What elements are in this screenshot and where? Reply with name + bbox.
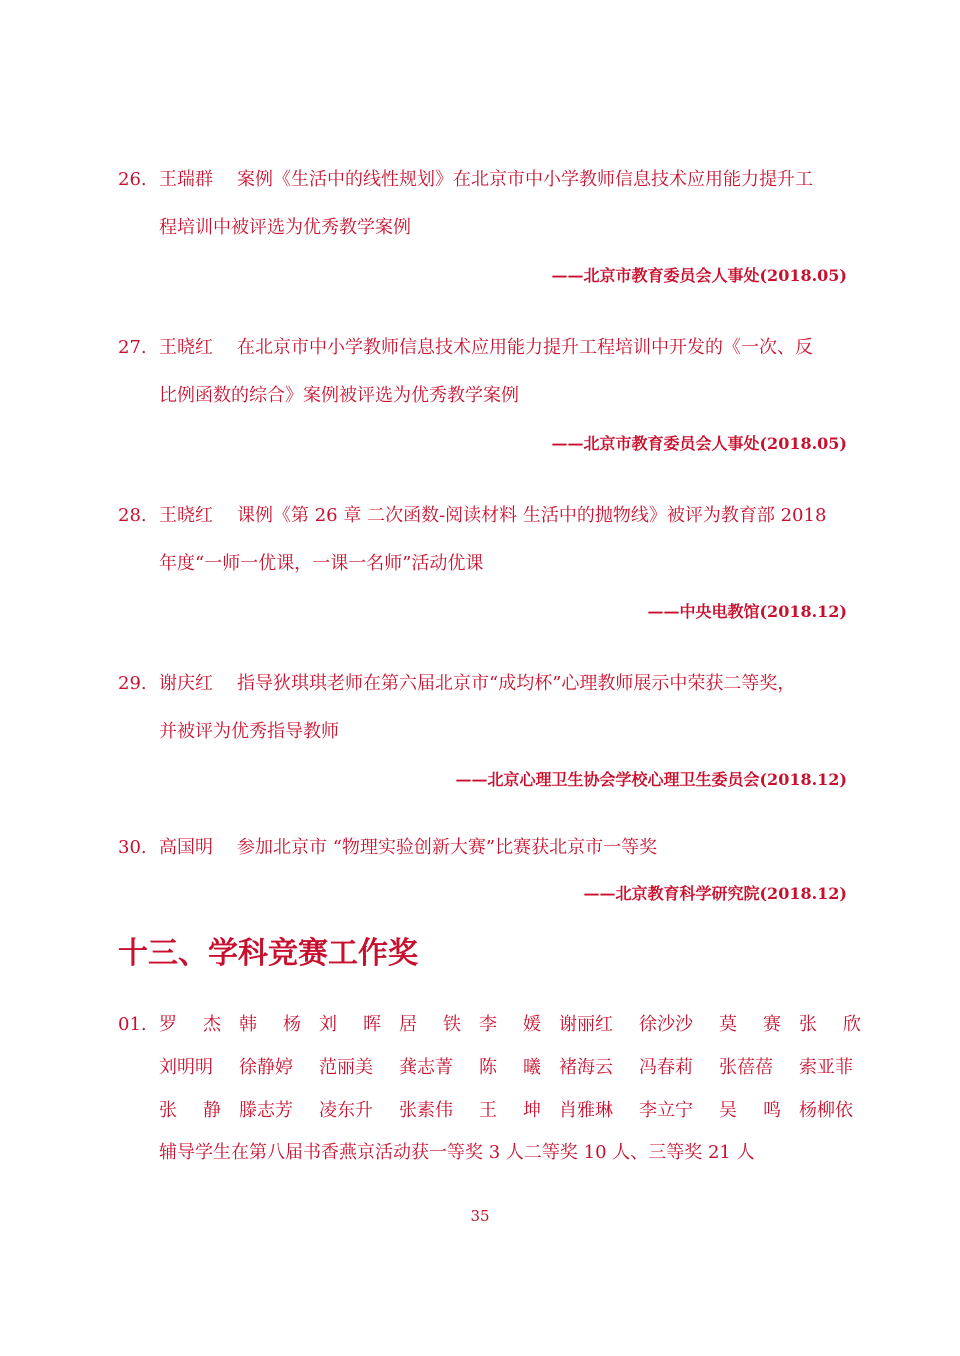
teacher-name: 杨柳依 xyxy=(799,1100,853,1121)
entry-recipient: 王晓红 xyxy=(159,337,213,358)
entry-description-continued: 程培训中被评选为优秀教学案例 xyxy=(159,217,411,238)
teacher-name: 陈 曦 xyxy=(479,1057,541,1078)
page-number: 35 xyxy=(470,1207,490,1225)
entry-number: 28. xyxy=(118,505,147,526)
award-entry-27 xyxy=(118,336,863,453)
teacher-name: 冯春莉 xyxy=(639,1057,693,1078)
entry-description: 参加北京市 “物理实验创新大赛”比赛获北京市一等奖 xyxy=(237,837,658,858)
entry-description: 课例《第 26 章 二次函数-阅读材料 生活中的抛物线》被评为教育部 2018 xyxy=(237,505,827,526)
award-entry-30 xyxy=(118,836,863,903)
teacher-name: 张蓓蓓 xyxy=(719,1057,773,1078)
entry-recipient: 王晓红 xyxy=(159,505,213,526)
entry-source: ——北京市教育委员会人事处(2018.05) xyxy=(551,434,847,453)
entry-source: ——北京心理卫生协会学校心理卫生委员会(2018.12) xyxy=(455,770,847,789)
entry-recipient: 高国明 xyxy=(159,837,213,858)
entry-source: ——北京教育科学研究院(2018.12) xyxy=(583,884,847,903)
entry-recipient: 谢庆红 xyxy=(159,673,213,694)
teacher-name: 谢丽红 xyxy=(559,1014,613,1035)
teacher-name: 龚志菁 xyxy=(399,1057,453,1078)
teacher-name: 刘 晖 xyxy=(319,1014,381,1035)
entry-description: 在北京市中小学教师信息技术应用能力提升工程培训中开发的《一次、反 xyxy=(237,337,813,358)
teacher-name: 褚海云 xyxy=(559,1057,613,1078)
entry-recipient: 王瑞群 xyxy=(159,169,213,190)
entry-number: 26. xyxy=(118,169,147,190)
teacher-name: 凌东升 xyxy=(319,1100,373,1121)
award-description: 辅导学生在第八届书香燕京活动获一等奖 3 人二等奖 10 人、三等奖 21 人 xyxy=(159,1142,755,1163)
entry-description-continued: 并被评为优秀指导教师 xyxy=(159,721,339,742)
teacher-name: 徐沙沙 xyxy=(639,1014,693,1035)
teacher-name: 张素伟 xyxy=(399,1100,453,1121)
teacher-name: 李 媛 xyxy=(479,1014,541,1035)
names-row-2 xyxy=(159,1056,859,1099)
teacher-name: 肖雅琳 xyxy=(559,1100,613,1121)
award-entry-29 xyxy=(118,672,863,789)
entry-number: 30. xyxy=(118,837,147,858)
teacher-name: 李立宁 xyxy=(639,1100,693,1121)
teacher-name: 王 坤 xyxy=(479,1100,541,1121)
teacher-name: 索亚菲 xyxy=(799,1057,853,1078)
award-entry-26 xyxy=(118,168,863,285)
entry-description-continued: 比例函数的综合》案例被评选为优秀教学案例 xyxy=(159,385,519,406)
teacher-name: 韩 杨 xyxy=(239,1014,301,1035)
section-heading: 十三、学科竞赛工作奖 xyxy=(118,936,418,971)
teacher-name: 张 静 xyxy=(159,1100,221,1121)
entry-number: 29. xyxy=(118,673,147,694)
teacher-name: 莫 赛 xyxy=(719,1014,781,1035)
teacher-names-grid xyxy=(159,1013,859,1142)
entry-description-continued: 年度“一师一优课，一课一名师”活动优课 xyxy=(159,553,484,574)
teacher-name: 张 欣 xyxy=(799,1014,861,1035)
teacher-name: 滕志芳 xyxy=(239,1100,293,1121)
teacher-name: 罗 杰 xyxy=(159,1014,221,1035)
award-entry-28 xyxy=(118,504,863,621)
entry-source: ——北京市教育委员会人事处(2018.05) xyxy=(551,266,847,285)
teacher-name: 徐静婷 xyxy=(239,1057,293,1078)
names-row-1 xyxy=(159,1013,859,1056)
award-number: 01. xyxy=(118,1014,147,1035)
entry-description: 案例《生活中的线性规划》在北京市中小学教师信息技术应用能力提升工 xyxy=(237,169,813,190)
teacher-name: 刘明明 xyxy=(159,1057,213,1078)
teacher-name: 居 铁 xyxy=(399,1014,461,1035)
entry-source: ——中央电教馆(2018.12) xyxy=(647,602,847,621)
names-row-3 xyxy=(159,1099,859,1142)
entry-number: 27. xyxy=(118,337,147,358)
teacher-name: 吴 鸣 xyxy=(719,1100,781,1121)
entry-description: 指导狄琪琪老师在第六届北京市“成均杯”心理教师展示中荣获二等奖， xyxy=(237,673,796,694)
teacher-name: 范丽美 xyxy=(319,1057,373,1078)
